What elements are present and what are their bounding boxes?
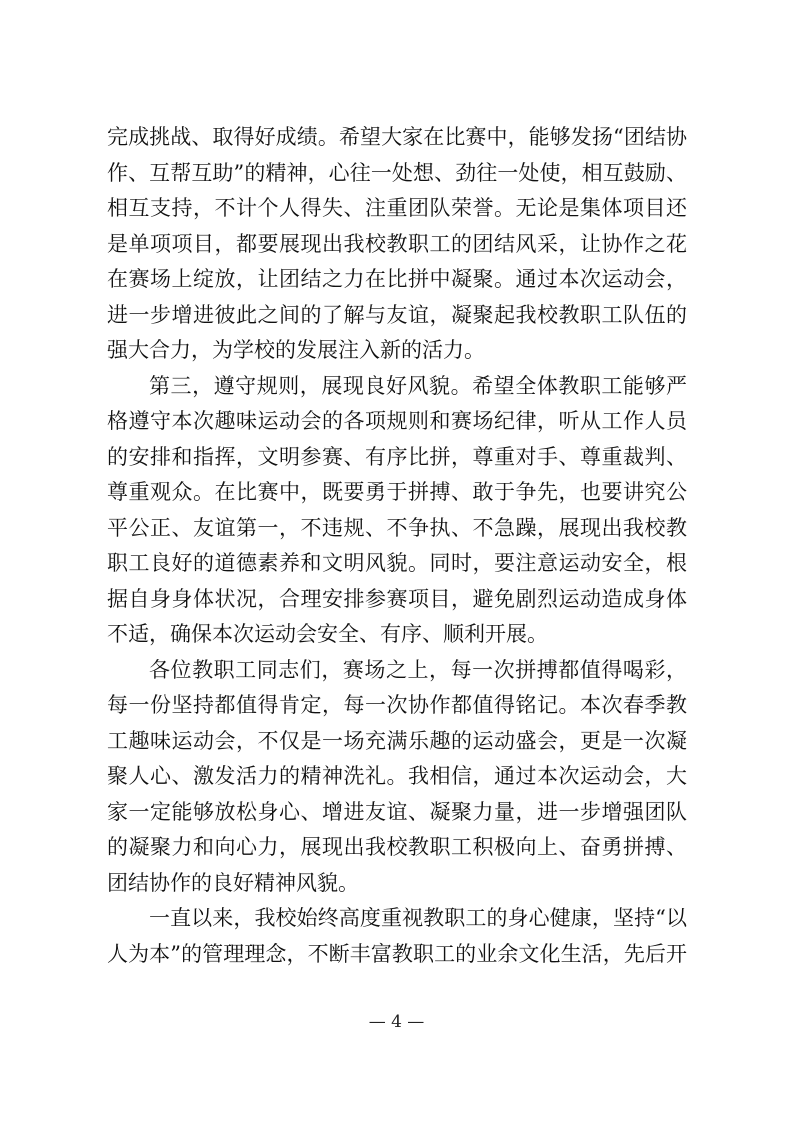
paragraph [107, 369, 687, 653]
paragraph-line: 进一步增进彼此之间的了解与友谊，凝聚起我校教职工队伍的 [107, 302, 687, 327]
paragraph-line: 是单项项目，都要展现出我校教职工的团结风采，让协作之花 [107, 231, 687, 256]
paragraph-line: 在赛场上绽放，让团结之力在比拼中凝聚。通过本次运动会， [107, 267, 687, 291]
paragraph-line: 每一份坚持都值得肯定，每一次协作都值得铭记。本次春季教 [107, 693, 687, 717]
paragraph-line: 第三，遵守规则，展现良好风貌。希望全体教职工能够严 [149, 373, 687, 398]
paragraph [107, 653, 687, 902]
paragraph [107, 901, 687, 972]
paragraph-line: 不适，确保本次运动会安全、有序、顺利开展。 [107, 622, 548, 646]
paragraph-line: 工趣味运动会，不仅是一场充满乐趣的运动盛会，更是一次凝 [107, 728, 687, 753]
paragraph-line: 的安排和指挥，文明参赛、有序比拼，尊重对手、尊重裁判、 [107, 444, 687, 469]
paragraph-line: 人为本”的管理理念，不断丰富教职工的业余文化生活，先后开 [107, 941, 687, 966]
paragraph-line: 聚人心、激发活力的精神洗礼。我相信，通过本次运动会，大 [107, 764, 687, 788]
paragraph-line: 完成挑战、取得好成绩。希望大家在比赛中，能够发扬“团结协 [107, 125, 687, 149]
paragraph-line: 据自身身体状况，合理安排参赛项目，避免剧烈运动造成身体 [107, 586, 687, 611]
paragraph-line: 职工良好的道德素养和文明风貌。同时，要注意运动安全，根 [107, 551, 687, 575]
paragraph-line: 一直以来，我校始终高度重视教职工的身心健康，坚持“以 [149, 906, 687, 930]
paragraph-line: 相互支持，不计个人得失、注重团队荣誉。无论是集体项目还 [107, 196, 687, 220]
paragraph-line: 强大合力，为学校的发展注入新的活力。 [107, 338, 485, 362]
paragraph-line: 作、互帮互助”的精神，心往一处想、劲往一处使，相互鼓励、 [107, 160, 687, 185]
page-number: — 4 — [368, 1012, 425, 1032]
paragraph [107, 120, 687, 369]
paragraph-line: 平公正、友谊第一，不违规、不争执、不急躁，展现出我校教 [107, 515, 687, 540]
paragraph-line: 的凝聚力和向心力，展现出我校教职工积极向上、奋勇拼搏、 [107, 835, 687, 859]
paragraph-line: 家一定能够放松身心、增进友谊、凝聚力量，进一步增强团队 [107, 799, 687, 824]
paragraph-line: 格遵守本次趣味运动会的各项规则和赛场纪律，听从工作人员 [107, 409, 687, 433]
paragraph-line: 团结协作的良好精神风貌。 [107, 870, 359, 895]
paragraph-line: 尊重观众。在比赛中，既要勇于拼搏、敢于争先，也要讲究公 [107, 480, 687, 504]
document-body [107, 120, 687, 972]
paragraph-line: 各位教职工同志们，赛场之上，每一次拼搏都值得喝彩， [149, 657, 687, 682]
